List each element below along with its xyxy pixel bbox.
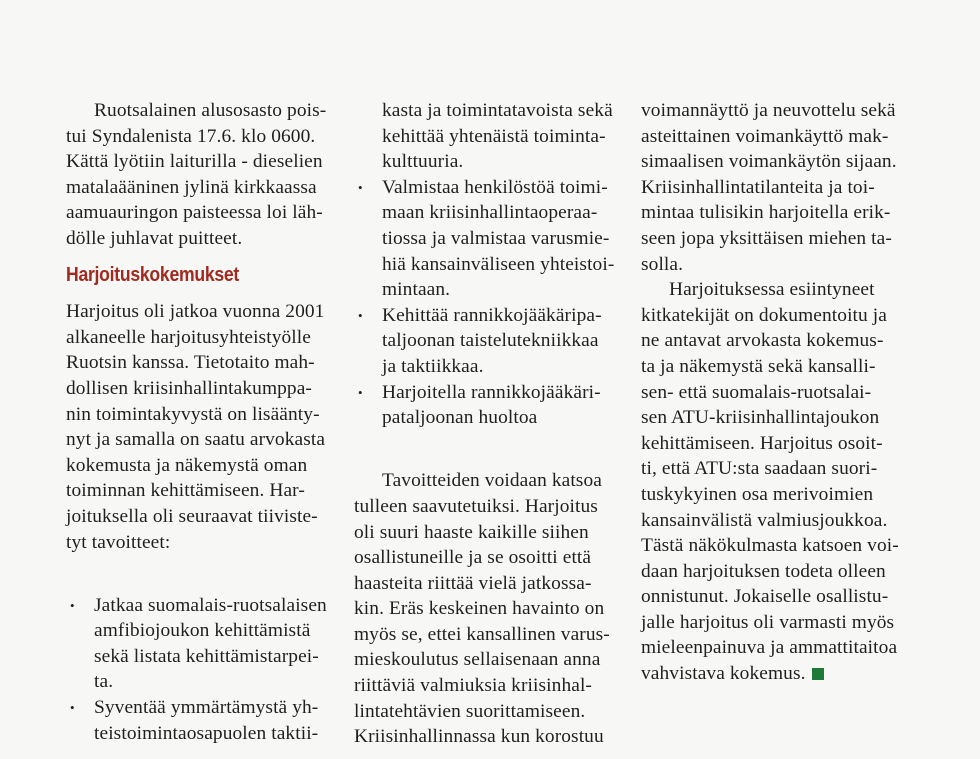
text-line: kehittämiseen. Harjoitus osoit- [641, 432, 883, 454]
text-line: toiminnan kehittämiseen. Har- [66, 480, 305, 502]
text-line: tulleen saavutetuiksi. Harjoitus [354, 495, 598, 517]
bullet-icon: • [70, 597, 75, 613]
text-line: ne antavat arvokasta kokemus- [641, 330, 884, 352]
bullet-icon: • [358, 384, 363, 400]
text-line: nin toimintakyvystä on lisäänty- [66, 403, 320, 425]
text-line: Tästä näkökulmasta katsoen voi- [641, 535, 899, 557]
column-1 [66, 98, 338, 746]
text-line [641, 661, 907, 687]
text-line: Ruotsalainen alusosasto pois- [94, 100, 327, 121]
text-line: mintaa tulisikin harjoitella erik- [641, 202, 891, 224]
end-of-article-square-icon [812, 668, 824, 680]
text-line: haasteita riittää vielä jatkossa- [354, 572, 592, 594]
text-line: daan harjoituksen todeta olleen [641, 560, 886, 582]
text-line: nyt ja samalla on saatu arvokasta [66, 429, 326, 451]
bullet-item: • Harjoitella rannikkojääkäri- [354, 380, 620, 406]
text-line: kitkatekijät on dokumentoitu ja [641, 304, 887, 326]
text-line: matalaääninen jylinä kirkkaassa [66, 176, 317, 198]
text-line: tuskykyinen osa merivoimien [641, 483, 874, 505]
text-line: Kriisinhallinnassa kun korostuu [354, 726, 604, 748]
text-line: sen ATU-kriisinhallintajoukon [641, 407, 880, 429]
text-line: Kriisinhallintatilanteita ja toi- [641, 176, 875, 198]
bullet-item: • Valmistaa henkilöstöä toimi- [354, 175, 620, 201]
text-line: Ruotsin kanssa. Tietotaito mah- [66, 352, 315, 374]
text-line: teistoimintaosapuolen taktii- [94, 722, 319, 744]
text-line: ta ja näkemystä sekä kansalli- [641, 355, 876, 377]
text-line: tiossa ja valmistaa varusmie- [382, 227, 610, 249]
text-line: ja taktiikkaa. [382, 355, 484, 377]
text-line: amfibiojoukon kehittämistä [94, 620, 311, 642]
text-line: sen- että suomalais-ruotsalai- [641, 381, 872, 403]
bullet-item: • Syventää ymmärtämystä yh- [66, 695, 338, 721]
text-line: kin. Eräs keskeinen havainto on [354, 598, 605, 620]
text-line: Tavoitteiden voidaan katsoa [382, 470, 602, 492]
text-line: myös se, ettei kansallinen varus- [354, 623, 610, 645]
text-line: kehittää yhtenäistä toiminta- [382, 125, 606, 147]
text-line: onnistunut. Jokaiselle osallistu- [641, 586, 889, 608]
bullet-item: • Jatkaa suomalais-ruotsalaisen [66, 593, 338, 619]
text-line: solla. [641, 253, 684, 275]
text-line: kansainvälistä valmiusjoukkoa. [641, 509, 888, 531]
text-line: ta. [94, 671, 114, 693]
text-line: joituksella oli seuraavat tiiviste- [66, 505, 318, 527]
text-line: pataljoonan huoltoa [382, 407, 538, 429]
column-3 [641, 98, 907, 687]
text-line: maan kriisinhallintaoperaa- [382, 202, 598, 224]
text-line: mieskoulutus sellaisenaan anna [354, 649, 601, 671]
text-line: kokemusta ja näkemystä oman [66, 454, 308, 476]
section-heading: Harjoituskokemukset [66, 263, 240, 286]
bullet-icon: • [358, 307, 363, 323]
text-line: dollisen kriisinhallintakumppa- [66, 377, 312, 399]
text-line: seen jopa yksittäisen miehen ta- [641, 227, 892, 249]
text-line: oli suuri haaste kaikille siihen [354, 521, 589, 543]
column-2 [354, 98, 620, 750]
text-line: jalle harjoitus oli varmasti myös [641, 611, 895, 633]
text-line: sekä listata kehittämistarpei- [94, 645, 319, 667]
text-line: asteittainen voimankäyttö mak- [641, 125, 889, 147]
text-line: kulttuuria. [382, 151, 464, 173]
text-line: lintatehtävien suorittamiseen. [354, 700, 586, 722]
text-line: osallistuneille ja se osoitti että [354, 547, 592, 569]
text-line: mieleenpainuva ja ammattitaitoa [641, 637, 898, 659]
text-line-content: vahvistava kokemus. [641, 663, 806, 685]
text-line: tui Syndalenista 17.6. klo 0600. [66, 125, 316, 147]
text-line: Harjoituksessa esiintyneet [669, 279, 875, 301]
text-line: dölle juhlavat puitteet. [66, 227, 243, 249]
text-line: tyt tavoitteet: [66, 531, 171, 553]
bullet-item: • Kehittää rannikkojääkäripa- [354, 303, 620, 329]
text-line: kasta ja toimintatavoista sekä [382, 100, 613, 121]
text-line: taljoonan taistelutekniikkaa [382, 330, 599, 352]
bullet-icon: • [70, 700, 75, 716]
text-line: mintaan. [382, 279, 451, 301]
text-line: Harjoitus oli jatkoa vuonna 2001 [66, 301, 325, 323]
text-line: aamuauringon paisteessa loi läh- [66, 202, 323, 224]
text-line: Kättä lyötiin laiturilla - dieselien [66, 151, 323, 173]
text-line: alkaneelle harjoitusyhteistyölle [66, 326, 311, 348]
bullet-icon: • [358, 179, 363, 195]
text-line: hiä kansainväliseen yhteistoi- [382, 253, 615, 275]
text-line: riittäviä valmiuksia kriisinhal- [354, 675, 592, 697]
text-line: voimannäyttö ja neuvottelu sekä [641, 100, 896, 121]
text-line: ti, että ATU:sta saadaan suori- [641, 458, 878, 480]
text-line: simaalisen voimankäytön sijaan. [641, 151, 897, 173]
